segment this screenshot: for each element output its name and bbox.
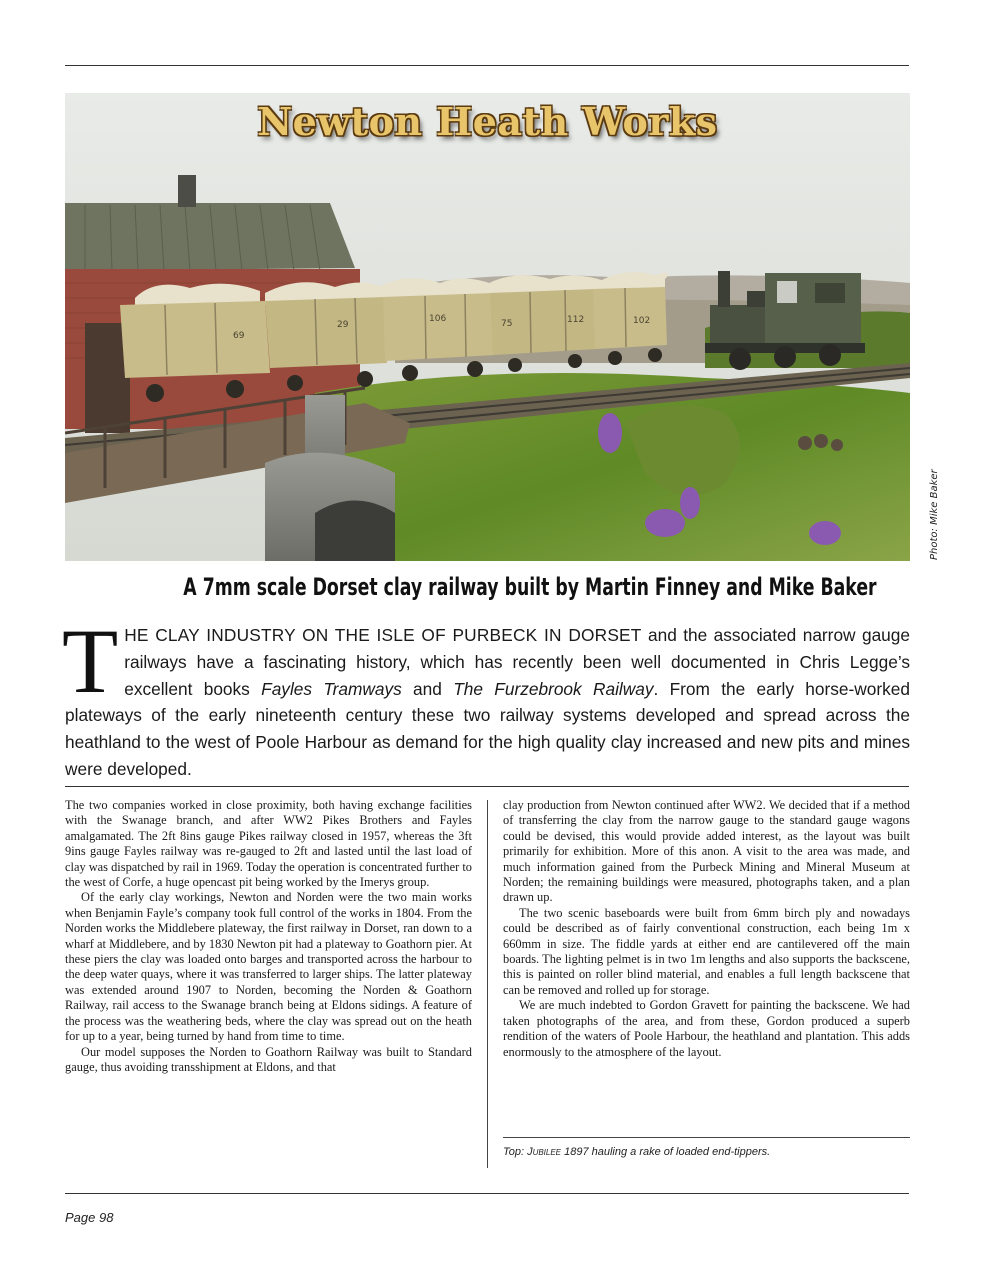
photo-caption xyxy=(503,1146,910,1158)
wagon-number-2: 29 xyxy=(337,320,349,330)
body-paragraph: We are much indebted to Gordon Gravett for painting the backscene. We had taken photographs of the area, and from these, Gordon produced a superb rendition of the waters of Poole Harbour, the heathland and plantation. This adds enormously to the atmosphere of the layout. xyxy=(503,998,910,1059)
wagon-number-5: 112 xyxy=(567,315,585,325)
wagon-number-3: 106 xyxy=(429,314,447,324)
body-paragraph: Of the early clay workings, Newton and Norden were the two main works when Benjamin Fayle’s company took full control of the works in 1804. From the Norden works the Middlebere plateway, the first railway in Dorset, ran down to a wharf at Middlebere, and by 1830 Newton pit had a plateway to Goathorn pier. At these piers the clay was loaded onto barges and transported across the harbour to the deep water quays, where it was transferred to larger ships. The latter plateway was extended around 1907 to Norden, becoming the Norden & Goathorn Railway, rail access to the Swanage branch being at Eldons sidings. A feature of the process was the weathering beds, where the clay was spread out on the heath for up to a year, being turned by hand from time to time. xyxy=(65,890,472,1044)
caption-text: 1897 hauling a rake of loaded end-tippers. xyxy=(561,1146,771,1158)
intro-lead-in: HE CLAY INDUSTRY ON THE ISLE OF PURBECK IN DORSET xyxy=(124,625,642,645)
caption-divider xyxy=(503,1137,910,1138)
body-column-right xyxy=(503,798,910,1060)
body-paragraph: clay production from Newton continued after WW2. We decided that if a method of transferring the clay from the narrow gauge to the standard gauge wagons could be devised, this would provide added interest, as the layout was built primarily for exhibition. More of this anon. A visit to the area was made, and much information gained from the Purbeck Mining and Mineral Museum at Norden; the remaining buildings were measured, photographs taken, and a plan drawn up. xyxy=(503,798,910,905)
wagon-number-1: 69 xyxy=(233,331,245,341)
body-paragraph: Our model supposes the Norden to Goathorn Railway was built to Standard gauge, thus avoiding transshipment at Eldons, and that xyxy=(65,1044,472,1074)
intro-and: and xyxy=(401,678,454,699)
intro-paragraph xyxy=(62,610,911,783)
photo-credit: Photo: Mike Baker xyxy=(929,469,940,560)
intro-divider xyxy=(65,786,909,787)
book-title-1: Fayles Tramways xyxy=(261,678,402,699)
bottom-rule xyxy=(65,1193,909,1194)
column-divider xyxy=(487,800,488,1168)
wagon-number-4: 75 xyxy=(501,319,513,329)
body-paragraph: The two companies worked in close proximity, both having exchange facilities with the Swanage branch, and after WW2 Pikes Brothers and Fayles amalgamated. The 2ft 8ins gauge Pikes railway closed in 1957, whereas the 3ft 9ins gauge Fayles railway was re-gauged to 2ft and lasted until the last load of clay was dispatched by rail in 1969. Today the operation is concentrated further to the west of Corfe, a huge opencast pit being worked by the Imerys group. xyxy=(65,798,472,890)
body-paragraph: The two scenic baseboards were built from 6mm birch ply and nowadays could be described as of fairly conventional construction, each being 1m x 660mm in size. The fiddle yards at either end are cantilevered off the main boards. The lighting pelmet is in two 1m lengths and also supports the backscene, this is painted on roller blind material, and enables a full length backscene that can be removed and rolled up for storage. xyxy=(503,905,910,997)
photo-title: Newton Heath Works xyxy=(257,99,718,144)
body-column-left xyxy=(65,798,472,1075)
top-rule xyxy=(65,65,909,66)
page-number: Page 98 xyxy=(65,1210,114,1225)
book-title-2: The Furzebrook Railway xyxy=(453,678,654,699)
drop-cap: T xyxy=(62,610,119,712)
caption-loco-name: Jubilee xyxy=(527,1146,562,1158)
intro-text-1: and the associated narrow gauge railways have a fascinating history, which has recently been well documented in Chris Legge’s excellent books xyxy=(124,625,911,699)
intro-text-2: . From the early horse-worked plateways of the early nineteenth century these two railway systems developed and spread across the heathland to the west of Poole Harbour as demand for the high quality clay increased and new pits and mines were developed. xyxy=(65,678,911,779)
wagon-number-6: 102 xyxy=(633,316,651,326)
caption-prefix: Top: xyxy=(503,1146,528,1158)
article-subtitle: A 7mm scale Dorset clay railway built by Martin Finney and Mike Baker xyxy=(183,573,877,601)
railway-layout-illustration xyxy=(65,93,910,561)
header-photo xyxy=(65,93,910,561)
